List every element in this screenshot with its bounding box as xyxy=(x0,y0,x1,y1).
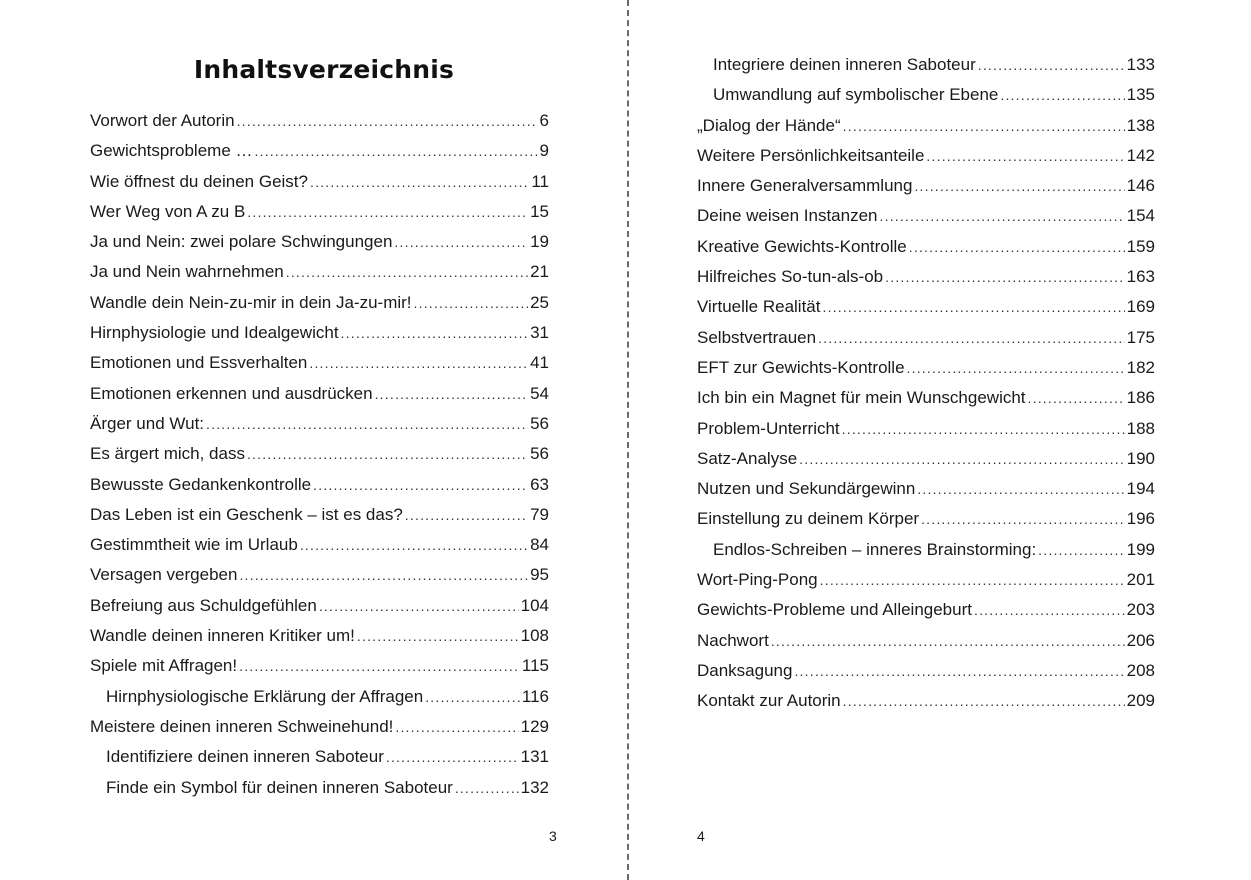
toc-entry-title: Emotionen und Essverhalten xyxy=(90,353,308,373)
toc-entry-title: Innere Generalversammlung xyxy=(697,176,913,196)
toc-entry-title: Selbstvertrauen xyxy=(697,327,817,347)
toc-dot-leader xyxy=(974,595,1125,625)
toc-entry-page: 135 xyxy=(1126,85,1155,105)
toc-entry xyxy=(90,106,549,136)
toc-dot-leader xyxy=(978,50,1125,80)
toc-entry-page: 11 xyxy=(531,171,549,191)
toc-entry-page: 79 xyxy=(530,504,549,524)
toc-dot-leader xyxy=(799,444,1124,474)
toc-entry-title: „Dialog der Hände“ xyxy=(697,115,841,135)
toc-entry xyxy=(90,470,549,500)
toc-entry-page: 194 xyxy=(1126,479,1155,499)
toc-dot-leader xyxy=(395,712,518,742)
toc-entry-title: Endlos-Schreiben – inneres Brainstorming: xyxy=(713,539,1037,559)
toc-entry-title: Problem-Unterricht xyxy=(697,418,840,438)
toc-entry-page: 196 xyxy=(1126,509,1155,529)
toc-entry-title: Meistere deinen inneren Schweinehund! xyxy=(90,716,394,736)
toc-entry xyxy=(697,141,1155,171)
toc-entry-title: Ja und Nein: zwei polare Schwingungen xyxy=(90,232,393,252)
toc-entry-title: Wer Weg von A zu B xyxy=(90,201,246,221)
toc-dot-leader xyxy=(909,232,1125,262)
toc-entry xyxy=(697,626,1155,656)
toc-dot-leader xyxy=(820,565,1125,595)
toc-entry-title: Hirnphysiologie und Idealgewicht xyxy=(90,323,339,343)
toc-dot-leader xyxy=(771,626,1125,656)
toc-dot-leader xyxy=(309,348,528,378)
toc-entry xyxy=(697,383,1155,413)
toc-entry-page: 175 xyxy=(1126,327,1155,347)
toc-entry-page: 206 xyxy=(1126,630,1155,650)
toc-entry xyxy=(90,712,549,742)
toc-entry-page: 9 xyxy=(539,141,549,161)
toc-list-left xyxy=(90,106,549,803)
toc-entry-title: Emotionen erkennen und ausdrücken xyxy=(90,383,373,403)
toc-entry-page: 138 xyxy=(1126,115,1155,135)
toc-entry xyxy=(697,323,1155,353)
toc-dot-leader xyxy=(914,171,1124,201)
toc-dot-leader xyxy=(880,201,1125,231)
toc-dot-leader xyxy=(843,686,1125,716)
toc-entry-page: 56 xyxy=(530,413,549,433)
toc-entry xyxy=(90,348,549,378)
toc-entry-title: Versagen vergeben xyxy=(90,565,238,585)
toc-dot-leader xyxy=(357,621,519,651)
toc-entry xyxy=(90,621,549,651)
toc-entry xyxy=(90,560,549,590)
toc-entry-title: Bewusste Gedankenkontrolle xyxy=(90,474,312,494)
toc-dot-leader xyxy=(455,773,519,803)
toc-entry-page: 56 xyxy=(530,444,549,464)
toc-entry-title: Hirnphysiologische Erklärung der Affragen xyxy=(106,686,424,706)
toc-entry-page: 116 xyxy=(521,686,549,706)
toc-dot-leader xyxy=(926,141,1124,171)
toc-entry xyxy=(90,682,549,712)
toc-entry-title: Spiele mit Affragen! xyxy=(90,656,238,676)
toc-dot-leader xyxy=(414,288,529,318)
toc-entry-page: 131 xyxy=(520,747,549,767)
toc-entry xyxy=(90,318,549,348)
toc-dot-leader xyxy=(907,353,1125,383)
toc-entry xyxy=(697,444,1155,474)
toc-entry-page: 41 xyxy=(530,353,549,373)
toc-dot-leader xyxy=(843,111,1125,141)
toc-dot-leader xyxy=(313,470,528,500)
toc-entry xyxy=(697,50,1155,80)
toc-entry-title: Wie öffnest du deinen Geist? xyxy=(90,171,308,191)
toc-entry-title: Befreiung aus Schuldgefühlen xyxy=(90,595,317,615)
toc-entry-title: Wandle deinen inneren Kritiker um! xyxy=(90,626,355,646)
toc-entry xyxy=(697,292,1155,322)
toc-entry-page: 63 xyxy=(530,474,549,494)
toc-entry xyxy=(697,171,1155,201)
toc-entry-page: 25 xyxy=(530,292,549,312)
toc-entry-page: 104 xyxy=(520,595,549,615)
toc-entry-page: 199 xyxy=(1126,539,1155,559)
toc-entry-page: 159 xyxy=(1126,236,1155,256)
toc-dot-leader xyxy=(917,474,1124,504)
toc-entry xyxy=(90,500,549,530)
toc-entry xyxy=(90,167,549,197)
toc-entry-title: Wort-Ping-Pong xyxy=(697,570,818,590)
toc-dot-leader xyxy=(842,414,1125,444)
toc-entry xyxy=(697,565,1155,595)
toc-dot-leader xyxy=(921,504,1125,534)
toc-entry-title: Kreative Gewichts-Kontrolle xyxy=(697,236,907,256)
toc-entry-page: 203 xyxy=(1126,600,1155,620)
toc-entry-title: Gewichtsprobleme … xyxy=(90,141,253,161)
toc-entry-page: 169 xyxy=(1126,297,1155,317)
toc-entry xyxy=(90,773,549,803)
toc-entry xyxy=(697,656,1155,686)
toc-entry xyxy=(697,504,1155,534)
toc-entry xyxy=(697,353,1155,383)
toc-entry xyxy=(90,288,549,318)
toc-entry-title: Einstellung zu deinem Körper xyxy=(697,509,920,529)
page-number-right: 4 xyxy=(697,828,705,844)
toc-entry-title: Kontakt zur Autorin xyxy=(697,691,841,711)
toc-entry xyxy=(697,535,1155,565)
toc-entry xyxy=(697,111,1155,141)
toc-entry-page: 208 xyxy=(1126,660,1155,680)
toc-entry-title: Wandle dein Nein-zu-mir in dein Ja-zu-mir! xyxy=(90,292,412,312)
toc-entry-page: 133 xyxy=(1126,55,1155,74)
toc-entry-title: Satz-Analyse xyxy=(697,448,798,468)
toc-entry xyxy=(697,262,1155,292)
toc-dot-leader xyxy=(239,651,520,681)
toc-list-right xyxy=(697,50,1155,717)
toc-dot-leader xyxy=(1038,535,1124,565)
toc-dot-leader xyxy=(885,262,1124,292)
toc-entry-title: Weitere Persönlichkeitsanteile xyxy=(697,145,925,165)
toc-dot-leader xyxy=(1028,383,1125,413)
toc-dot-leader xyxy=(375,379,528,409)
toc-entry-title: Hilfreiches So-tun-als-ob xyxy=(697,267,884,287)
toc-dot-leader xyxy=(237,106,538,136)
toc-entry-page: 188 xyxy=(1126,418,1155,438)
toc-dot-leader xyxy=(319,591,519,621)
toc-entry-title: Gewichts-Probleme und Alleingeburt xyxy=(697,600,972,620)
toc-dot-leader xyxy=(341,318,529,348)
toc-entry-page: 154 xyxy=(1126,206,1155,226)
toc-dot-leader xyxy=(386,742,519,772)
toc-entry xyxy=(697,201,1155,231)
toc-entry xyxy=(90,197,549,227)
toc-entry xyxy=(90,227,549,257)
right-page xyxy=(630,0,1251,880)
toc-entry-page: 209 xyxy=(1126,691,1155,711)
toc-entry-page: 201 xyxy=(1126,570,1155,590)
toc-dot-leader xyxy=(239,560,528,590)
toc-dot-leader xyxy=(818,323,1125,353)
toc-entry-page: 115 xyxy=(521,656,549,676)
page-fold-divider xyxy=(627,0,629,880)
toc-entry xyxy=(90,379,549,409)
toc-dot-leader xyxy=(394,227,528,257)
toc-entry xyxy=(90,651,549,681)
toc-entry xyxy=(90,439,549,469)
toc-entry-title: Deine weisen Instanzen xyxy=(697,206,878,226)
toc-entry-page: 132 xyxy=(520,777,549,797)
toc-dot-leader xyxy=(405,500,528,530)
toc-entry-title: Nachwort xyxy=(697,630,769,650)
toc-entry xyxy=(697,474,1155,504)
toc-dot-leader xyxy=(255,136,538,166)
toc-entry-page: 84 xyxy=(530,535,549,555)
toc-entry xyxy=(90,409,549,439)
toc-dot-leader xyxy=(425,682,520,712)
toc-dot-leader xyxy=(206,409,528,439)
toc-entry-page: 186 xyxy=(1126,388,1155,408)
page-number-left: 3 xyxy=(549,828,557,844)
toc-entry-page: 108 xyxy=(520,626,549,646)
toc-entry-title: Finde ein Symbol für deinen inneren Saboteur xyxy=(106,777,453,797)
toc-entry-page: 19 xyxy=(530,232,549,252)
toc-dot-leader xyxy=(247,197,528,227)
toc-dot-leader xyxy=(300,530,528,560)
toc-entry-page: 163 xyxy=(1126,267,1155,287)
toc-entry-title: Virtuelle Realität xyxy=(697,297,821,317)
toc-title: Inhaltsverzeichnis xyxy=(193,55,455,84)
toc-entry xyxy=(90,257,549,287)
toc-entry-title: Es ärgert mich, dass xyxy=(90,444,245,464)
toc-entry-page: 15 xyxy=(530,201,549,221)
toc-entry-page: 95 xyxy=(530,565,549,585)
toc-dot-leader xyxy=(286,257,528,287)
toc-dot-leader xyxy=(822,292,1124,322)
toc-entry xyxy=(697,686,1155,716)
toc-entry-title: Ärger und Wut: xyxy=(90,413,205,433)
toc-entry-page: 182 xyxy=(1126,357,1155,377)
toc-entry-title: Umwandlung auf symbolischer Ebene xyxy=(713,85,999,105)
toc-entry xyxy=(90,591,549,621)
toc-entry-title: Ich bin ein Magnet für mein Wunschgewicht xyxy=(697,388,1026,408)
toc-entry xyxy=(697,414,1155,444)
toc-entry-title: Danksagung xyxy=(697,660,793,680)
toc-entry xyxy=(90,742,549,772)
toc-entry-page: 6 xyxy=(539,111,549,130)
toc-entry xyxy=(697,232,1155,262)
toc-entry xyxy=(697,595,1155,625)
toc-entry-page: 129 xyxy=(520,716,549,736)
toc-entry-title: Gestimmtheit wie im Urlaub xyxy=(90,535,298,555)
toc-entry-title: Das Leben ist ein Geschenk – ist es das? xyxy=(90,504,403,524)
toc-entry-title: Nutzen und Sekundärgewinn xyxy=(697,479,916,499)
toc-entry xyxy=(90,136,549,166)
toc-entry-title: EFT zur Gewichts-Kontrolle xyxy=(697,357,905,377)
toc-entry-page: 146 xyxy=(1126,176,1155,196)
toc-entry-page: 190 xyxy=(1126,448,1155,468)
toc-dot-leader xyxy=(1000,80,1124,110)
toc-entry-title: Ja und Nein wahrnehmen xyxy=(90,262,284,282)
toc-dot-leader xyxy=(310,167,529,197)
toc-entry xyxy=(90,530,549,560)
toc-entry xyxy=(697,80,1155,110)
toc-entry-page: 31 xyxy=(530,323,549,343)
toc-entry-title: Integriere deinen inneren Saboteur xyxy=(713,55,976,74)
toc-entry-page: 142 xyxy=(1126,145,1155,165)
toc-entry-title: Identifiziere deinen inneren Saboteur xyxy=(106,747,384,767)
toc-entry-title: Vorwort der Autorin xyxy=(90,111,235,130)
toc-entry-page: 54 xyxy=(530,383,549,403)
toc-dot-leader xyxy=(794,656,1124,686)
toc-dot-leader xyxy=(247,439,528,469)
toc-entry-page: 21 xyxy=(530,262,549,282)
